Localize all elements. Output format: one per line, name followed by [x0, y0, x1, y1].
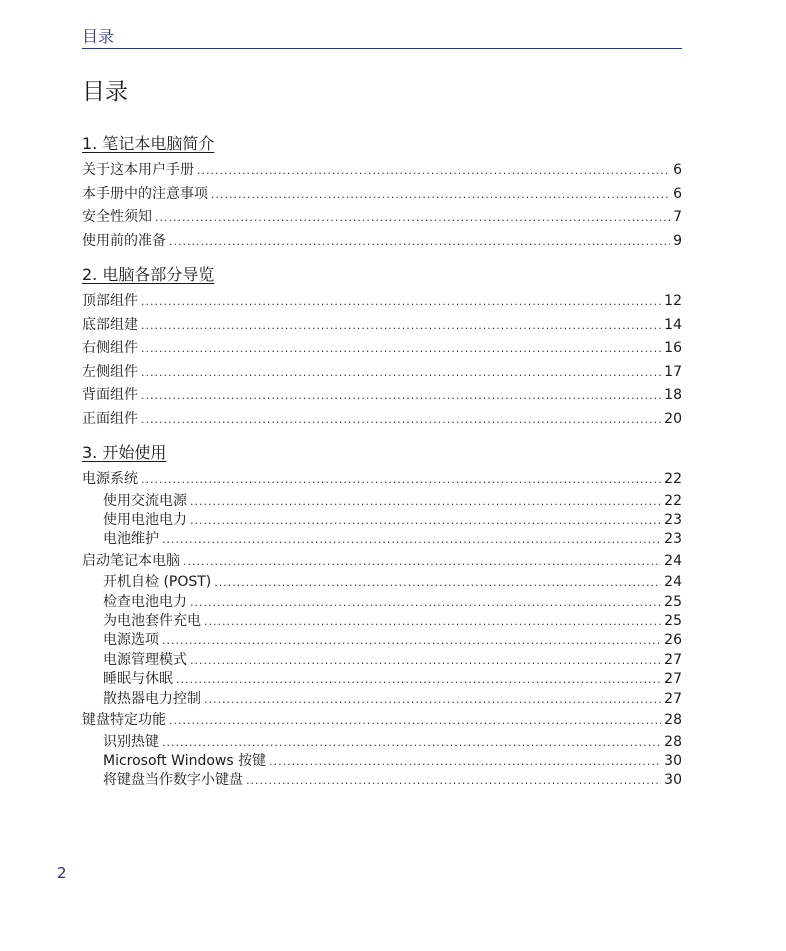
toc-entry[interactable] — [82, 384, 682, 408]
entry-page: 30 — [664, 772, 682, 789]
toc-subentry[interactable] — [82, 771, 682, 790]
entry-page: 25 — [664, 613, 682, 630]
entry-page: 16 — [664, 340, 682, 356]
dot-leader — [190, 651, 661, 670]
toc-subentry[interactable] — [82, 593, 682, 612]
dot-leader — [204, 690, 661, 709]
entry-label: 使用前的准备 — [82, 232, 166, 249]
entry-page: 24 — [664, 552, 682, 569]
entry-page: 27 — [664, 690, 682, 707]
dot-leader — [197, 159, 670, 183]
page-number: 2 — [57, 864, 67, 882]
entry-label: 正面组件 — [82, 410, 138, 427]
entry-label: 安全性须知 — [82, 209, 152, 225]
entry-label: 电源选项 — [103, 632, 159, 649]
entry-label: 键盘特定功能 — [82, 712, 166, 729]
entry-label: 左侧组件 — [82, 363, 138, 380]
section-title: 1. 笔记本电脑简介 — [82, 134, 215, 153]
toc-entry[interactable] — [82, 206, 682, 230]
entry-label: 启动笔记本电脑 — [82, 552, 180, 569]
entry-label: 识别热键 — [103, 733, 159, 750]
entry-page: 9 — [673, 232, 682, 249]
entry-label: 将键盘当作数字小键盘 — [103, 772, 243, 789]
toc-section-2 — [82, 263, 682, 431]
entry-label: 底部组建 — [82, 316, 138, 333]
entry-page: 30 — [664, 752, 682, 769]
toc-subentry[interactable] — [82, 752, 682, 771]
dot-leader — [211, 183, 670, 207]
entry-label: 关于这本用户手册 — [82, 162, 194, 178]
dot-leader — [155, 206, 670, 230]
dot-leader — [214, 573, 661, 592]
toc-entry[interactable] — [82, 709, 682, 733]
table-of-contents — [82, 132, 682, 801]
toc-subentry[interactable] — [82, 670, 682, 689]
entry-label: 背面组件 — [82, 387, 138, 403]
entry-page: 12 — [664, 293, 682, 309]
dot-leader — [141, 384, 661, 408]
entry-label: 散热器电力控制 — [103, 690, 201, 707]
entry-label: 检查电池电力 — [103, 593, 187, 610]
entry-label: 为电池套件充电 — [103, 613, 201, 630]
entry-page: 7 — [673, 209, 682, 225]
page-title: 目录 — [82, 79, 128, 105]
toc-subentry[interactable] — [82, 612, 682, 631]
toc-subentry[interactable] — [82, 492, 682, 511]
entry-page: 22 — [664, 471, 682, 487]
dot-leader — [190, 511, 661, 530]
entry-page: 17 — [664, 363, 682, 380]
section-title: 2. 电脑各部分导览 — [82, 265, 215, 284]
toc-section-3 — [82, 441, 682, 791]
entry-label: 睡眠与休眠 — [103, 671, 173, 688]
entry-label: 使用电池电力 — [103, 511, 187, 528]
entry-page: 27 — [664, 651, 682, 668]
entry-page: 25 — [664, 593, 682, 610]
entry-label: 电源系统 — [82, 471, 138, 487]
entry-page: 6 — [673, 162, 682, 178]
dot-leader — [246, 771, 661, 790]
entry-page: 14 — [664, 316, 682, 333]
toc-subentry[interactable] — [82, 651, 682, 670]
section-title: 3. 开始使用 — [82, 443, 167, 462]
toc-subentry[interactable] — [82, 511, 682, 530]
entry-label: 顶部组件 — [82, 293, 138, 309]
dot-leader — [183, 550, 661, 574]
dot-leader — [190, 593, 661, 612]
dot-leader — [141, 408, 661, 432]
toc-entry[interactable] — [82, 230, 682, 254]
entry-page: 23 — [664, 531, 682, 548]
entry-label: 电源管理模式 — [103, 651, 187, 668]
toc-subentry[interactable] — [82, 530, 682, 549]
entry-page: 26 — [664, 632, 682, 649]
dot-leader — [141, 361, 661, 385]
entry-label: 开机自检 (POST) — [103, 574, 212, 591]
toc-entry[interactable] — [82, 550, 682, 574]
dot-leader — [162, 631, 661, 650]
toc-entry[interactable] — [82, 159, 682, 183]
toc-entry[interactable] — [82, 183, 682, 207]
entry-page: 27 — [664, 671, 682, 688]
dot-leader — [141, 314, 661, 338]
toc-subentry[interactable] — [82, 573, 682, 592]
toc-entry[interactable] — [82, 337, 682, 361]
dot-leader — [176, 670, 661, 689]
entry-page: 22 — [664, 492, 682, 509]
running-header: 目录 — [82, 26, 682, 49]
entry-page: 20 — [664, 410, 682, 427]
entry-label: 本手册中的注意事项 — [82, 185, 208, 202]
entry-page: 23 — [664, 511, 682, 528]
dot-leader — [162, 530, 661, 549]
toc-subentry[interactable] — [82, 733, 682, 752]
dot-leader — [141, 337, 661, 361]
dot-leader — [162, 733, 661, 752]
entry-page: 28 — [664, 712, 682, 729]
toc-entry[interactable] — [82, 408, 682, 432]
dot-leader — [141, 290, 661, 314]
entry-page: 6 — [673, 185, 682, 202]
entry-page: 28 — [664, 733, 682, 750]
toc-entry[interactable] — [82, 468, 682, 492]
entry-page: 24 — [664, 574, 682, 591]
toc-section-1 — [82, 132, 682, 253]
dot-leader — [169, 230, 670, 254]
entry-label: Microsoft Windows 按键 — [103, 752, 267, 769]
entry-label: 右侧组件 — [82, 340, 138, 356]
entry-label: 电池维护 — [103, 531, 159, 548]
toc-entry[interactable] — [82, 361, 682, 385]
dot-leader — [141, 468, 661, 492]
dot-leader — [204, 612, 661, 631]
dot-leader — [190, 492, 661, 511]
toc-subentry[interactable] — [82, 690, 682, 709]
dot-leader — [169, 709, 661, 733]
dot-leader — [269, 752, 661, 771]
toc-subentry[interactable] — [82, 631, 682, 650]
entry-page: 18 — [664, 387, 682, 403]
toc-entry[interactable] — [82, 290, 682, 314]
toc-entry[interactable] — [82, 314, 682, 338]
entry-label: 使用交流电源 — [103, 492, 187, 509]
